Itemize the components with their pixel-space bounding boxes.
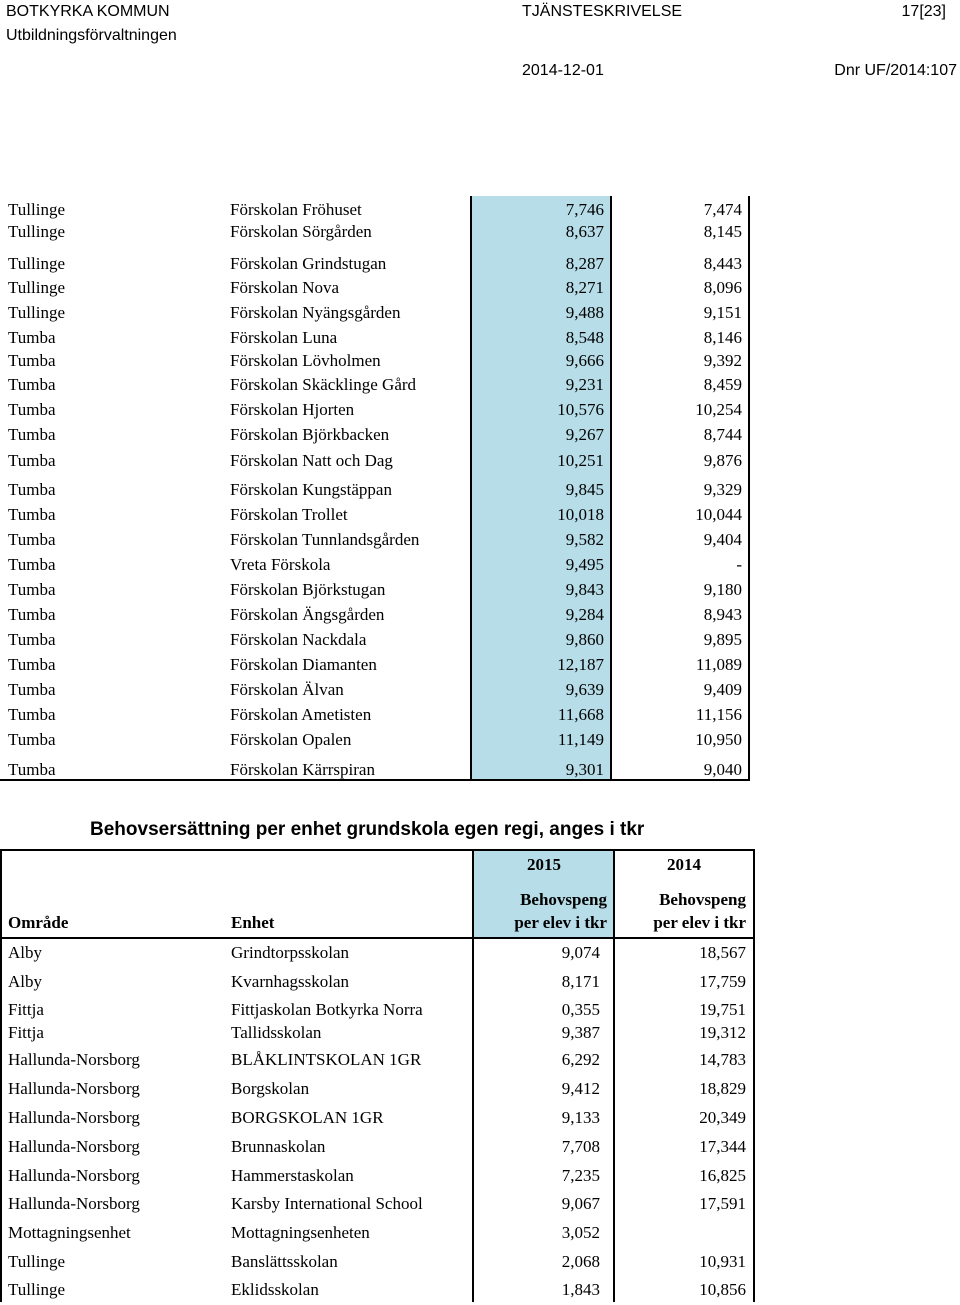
row-value-2015: 11,668 (557, 705, 604, 724)
row-value-2015: 9,582 (565, 530, 604, 549)
row-unit: Fittjaskolan Botkyrka Norra (231, 1000, 423, 1019)
row-value-2014: 11,089 (695, 655, 742, 674)
row-unit: Förskolan Hjorten (230, 400, 355, 419)
document-type: TJÄNSTESKRIVELSE (522, 3, 683, 20)
row-value-2014: 10,254 (695, 400, 742, 419)
row-value-2014: 9,180 (703, 580, 742, 599)
row-area: Tumba (8, 705, 56, 724)
row-area: Tumba (8, 630, 56, 649)
row-area: Tumba (8, 351, 56, 370)
row-unit: Förskolan Björkstugan (230, 580, 386, 599)
org-name: BOTKYRKA KOMMUN (6, 3, 170, 20)
row-area: Alby (8, 972, 42, 991)
row-value-2015: 6,292 (561, 1050, 600, 1069)
row-unit: Förskolan Ängsgården (230, 605, 385, 624)
row-area: Tumba (8, 555, 56, 574)
row-value-2014: 9,329 (703, 480, 742, 499)
row-value-2014: 18,567 (699, 943, 746, 962)
row-value-2015: 9,133 (561, 1108, 600, 1127)
col-area: Område (8, 913, 69, 932)
row-value-2014: 8,744 (703, 425, 742, 444)
row-value-2014: 9,040 (703, 760, 742, 779)
row-area: Hallunda-Norsborg (8, 1137, 140, 1156)
row-area: Tumba (8, 505, 56, 524)
row-unit: Tallidsskolan (231, 1023, 322, 1042)
row-value-2015: 3,052 (561, 1223, 600, 1242)
row-area: Tullinge (8, 303, 66, 322)
row-value-2014: 14,783 (699, 1050, 746, 1069)
row-value-2014: 10,856 (699, 1280, 746, 1299)
row-value-2015: 9,495 (565, 555, 604, 574)
row-value-2014: 9,876 (703, 451, 742, 470)
row-unit: Förskolan Nova (230, 278, 340, 297)
row-value-2015: 0,355 (561, 1000, 600, 1019)
row-value-2015: 8,637 (565, 222, 604, 241)
col-value-2014-line2: per elev i tkr (653, 913, 746, 932)
row-unit: BORGSKOLAN 1GR (231, 1108, 384, 1127)
row-value-2014: 10,950 (695, 730, 742, 749)
row-value-2015: 9,488 (565, 303, 604, 322)
row-unit: Förskolan Nyängsgården (230, 303, 401, 322)
row-value-2015: 9,074 (561, 943, 600, 962)
row-unit: Borgskolan (231, 1079, 310, 1098)
row-value-2014: 8,443 (703, 254, 742, 273)
row-value-2015: 10,018 (557, 505, 604, 524)
row-unit: Förskolan Diamanten (230, 655, 377, 674)
row-unit: Förskolan Älvan (230, 680, 344, 699)
row-value-2015: 9,860 (565, 630, 604, 649)
year-2015: 2015 (527, 855, 561, 874)
row-unit: Förskolan Tunnlandsgården (230, 530, 420, 549)
row-area: Tullinge (8, 254, 66, 273)
row-value-2015: 9,231 (565, 375, 604, 394)
row-area: Hallunda-Norsborg (8, 1108, 140, 1127)
row-area: Tumba (8, 655, 56, 674)
row-area: Tumba (8, 680, 56, 699)
row-area: Tumba (8, 400, 56, 419)
row-unit: Förskolan Lövholmen (230, 351, 381, 370)
department: Utbildningsförvaltningen (6, 27, 177, 44)
row-value-2014: 10,931 (699, 1252, 746, 1271)
row-area: Tumba (8, 530, 56, 549)
row-value-2015: 7,708 (561, 1137, 600, 1156)
grid-line (753, 849, 755, 1302)
row-value-2014: 19,312 (699, 1023, 746, 1042)
row-value-2015: 8,271 (565, 278, 604, 297)
row-value-2015: 9,845 (565, 480, 604, 499)
row-value-2014: 16,825 (699, 1166, 746, 1185)
row-area: Tumba (8, 605, 56, 624)
row-value-2014: 9,151 (703, 303, 742, 322)
row-value-2015: 1,843 (561, 1280, 600, 1299)
row-area: Fittja (8, 1000, 44, 1019)
row-unit: Karsby International School (231, 1194, 423, 1213)
row-area: Hallunda-Norsborg (8, 1194, 140, 1213)
row-unit: Förskolan Luna (230, 328, 338, 347)
row-value-2015: 8,548 (565, 328, 604, 347)
row-area: Tumba (8, 580, 56, 599)
row-area: Tumba (8, 425, 56, 444)
row-unit: Förskolan Trollet (230, 505, 348, 524)
row-value-2014: 18,829 (699, 1079, 746, 1098)
row-unit: Mottagningsenheten (231, 1223, 370, 1242)
row-area: Tumba (8, 730, 56, 749)
row-unit: Vreta Förskola (230, 555, 331, 574)
row-value-2014: 10,044 (695, 505, 742, 524)
row-unit: BLÅKLINTSKOLAN 1GR (231, 1050, 422, 1069)
row-unit: Kvarnhagsskolan (231, 972, 350, 991)
grid-line (0, 849, 2, 1302)
row-value-2015: 9,387 (561, 1023, 600, 1042)
col-value-2015-line2: per elev i tkr (514, 913, 607, 932)
row-value-2014: - (736, 555, 742, 574)
row-value-2014: 9,404 (703, 530, 742, 549)
row-value-2015: 10,251 (557, 451, 604, 470)
row-area: Tumba (8, 760, 56, 779)
row-area: Hallunda-Norsborg (8, 1166, 140, 1185)
row-unit: Förskolan Opalen (230, 730, 352, 749)
row-area: Tullinge (8, 278, 66, 297)
row-area: Alby (8, 943, 42, 962)
document-date: 2014-12-01 (522, 62, 604, 79)
row-area: Tullinge (8, 222, 66, 241)
row-unit: Hammerstaskolan (231, 1166, 354, 1185)
row-value-2014: 8,943 (703, 605, 742, 624)
col-unit: Enhet (231, 913, 275, 932)
row-value-2014: 8,459 (703, 375, 742, 394)
row-unit: Förskolan Nackdala (230, 630, 367, 649)
row-area: Tumba (8, 375, 56, 394)
row-unit: Brunnaskolan (231, 1137, 326, 1156)
row-value-2014: 8,146 (703, 328, 742, 347)
row-area: Tumba (8, 328, 56, 347)
row-value-2015: 9,843 (565, 580, 604, 599)
row-value-2015: 8,287 (565, 254, 604, 273)
row-unit: Förskolan Ametisten (230, 705, 372, 724)
row-unit: Banslättsskolan (231, 1252, 338, 1271)
row-value-2014: 9,409 (703, 680, 742, 699)
row-value-2015: 9,267 (565, 425, 604, 444)
grid-line (0, 937, 755, 939)
row-area: Tullinge (8, 200, 66, 219)
row-value-2014: 17,344 (699, 1137, 746, 1156)
row-area: Fittja (8, 1023, 44, 1042)
row-area: Tullinge (8, 1280, 66, 1299)
row-value-2015: 11,149 (557, 730, 604, 749)
row-unit: Förskolan Kärrspiran (230, 760, 375, 779)
row-value-2015: 9,301 (565, 760, 604, 779)
table2-title: Behovsersättning per enhet grundskola egen regi, anges i tkr (90, 819, 645, 840)
document-number: Dnr UF/2014:107 (834, 62, 957, 79)
row-value-2014: 8,145 (703, 222, 742, 241)
row-area: Mottagningsenhet (8, 1223, 131, 1242)
row-unit: Förskolan Skäcklinge Gård (230, 375, 417, 394)
row-unit: Förskolan Grindstugan (230, 254, 387, 273)
row-area: Tumba (8, 451, 56, 470)
row-value-2015: 10,576 (557, 400, 604, 419)
row-area: Hallunda-Norsborg (8, 1079, 140, 1098)
row-value-2015: 9,666 (565, 351, 604, 370)
row-value-2014: 7,474 (703, 200, 742, 219)
page-number: 17[23] (901, 3, 946, 20)
row-value-2014: 20,349 (699, 1108, 746, 1127)
row-value-2014: 17,759 (699, 972, 746, 991)
row-unit: Grindtorpsskolan (231, 943, 350, 962)
row-unit: Förskolan Fröhuset (230, 200, 362, 219)
row-value-2015: 7,746 (565, 200, 604, 219)
row-area: Hallunda-Norsborg (8, 1050, 140, 1069)
col-value-2014-line1: Behovspeng (659, 890, 746, 909)
year-2014: 2014 (667, 855, 701, 874)
row-area: Tullinge (8, 1252, 66, 1271)
row-value-2014: 17,591 (699, 1194, 746, 1213)
row-value-2014: 9,895 (703, 630, 742, 649)
row-value-2014: 9,392 (703, 351, 742, 370)
row-value-2015: 2,068 (561, 1252, 600, 1271)
row-value-2015: 9,067 (561, 1194, 600, 1213)
row-value-2015: 12,187 (557, 655, 604, 674)
grid-line (748, 196, 750, 781)
row-unit: Eklidsskolan (231, 1280, 319, 1299)
row-value-2014: 19,751 (699, 1000, 746, 1019)
row-value-2015: 9,412 (561, 1079, 600, 1098)
row-unit: Förskolan Björkbacken (230, 425, 390, 444)
row-value-2014: 11,156 (695, 705, 742, 724)
row-unit: Förskolan Sörgården (230, 222, 372, 241)
row-value-2015: 9,284 (565, 605, 604, 624)
row-value-2015: 7,235 (561, 1166, 600, 1185)
row-value-2015: 8,171 (561, 972, 600, 991)
grid-line (613, 849, 615, 1302)
row-area: Tumba (8, 480, 56, 499)
grid-line (0, 849, 755, 851)
row-value-2015: 9,639 (565, 680, 604, 699)
col-value-2015-line1: Behovspeng (520, 890, 607, 909)
row-unit: Förskolan Kungstäppan (230, 480, 392, 499)
row-value-2014: 8,096 (703, 278, 742, 297)
row-unit: Förskolan Natt och Dag (230, 451, 393, 470)
